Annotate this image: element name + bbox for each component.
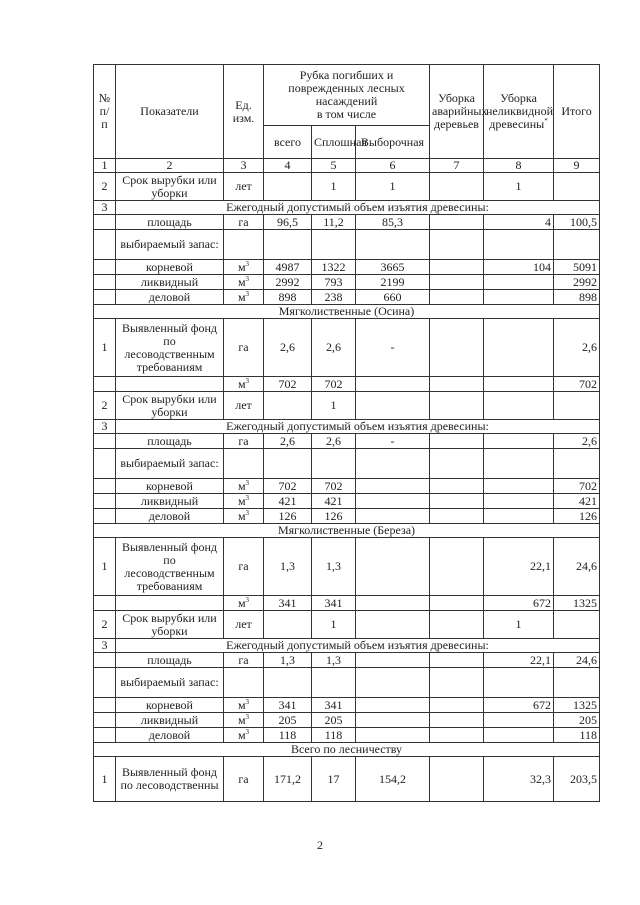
value-cell: 2,6 [264,434,312,449]
value-cell: 22,1 [484,653,554,668]
section-row [94,524,600,538]
value-cell: 1,3 [264,653,312,668]
col-num-9: 9 [554,159,600,173]
value-cell: 2,6 [312,319,356,377]
row-number: 3 [94,201,116,215]
value-cell: 1 [356,173,430,201]
liquid-label: ликвидный [116,713,224,728]
table-row [94,509,600,524]
value-cell: 238 [312,290,356,305]
header-selective: Выборочная [356,126,430,159]
value-cell: 702 [554,479,600,494]
header-indicators: Показатели [116,65,224,159]
value-cell: 2,6 [264,319,312,377]
unit-cell: лет [224,392,264,420]
value-cell: 100,5 [554,215,600,230]
col-num-5: 5 [312,159,356,173]
unit-cell: $м^3$ [224,728,264,743]
value-cell: 421 [312,494,356,509]
section-row [94,639,600,653]
value-cell: 702 [312,479,356,494]
value-cell: 96,5 [264,215,312,230]
unit-cell: га [224,538,264,596]
section-row [94,201,600,215]
table-row [94,215,600,230]
table-row [94,434,600,449]
table-row [94,260,600,275]
row-number: 3 [94,639,116,653]
header-illiquid-text: Уборка неликвидной древесины [486,91,554,131]
value-cell: 5091 [554,260,600,275]
unit-cell: $м^3$ [224,713,264,728]
value-cell: 421 [264,494,312,509]
value-cell: - [356,319,430,377]
table-row [94,479,600,494]
value-cell: 203,5 [554,757,600,802]
value-cell: 118 [554,728,600,743]
value-cell: 702 [264,377,312,392]
unit-cell: $м^3$ [224,290,264,305]
value-cell: 4987 [264,260,312,275]
unit-cell: лет [224,611,264,639]
row-number: 2 [94,611,116,639]
col-num-8: 8 [484,159,554,173]
value-cell: 126 [312,509,356,524]
value-cell: 32,3 [484,757,554,802]
value-cell: 1,3 [312,653,356,668]
business-label: деловой [116,290,224,305]
value-cell: 205 [554,713,600,728]
row-number: 1 [94,538,116,596]
value-cell: 341 [312,596,356,611]
unit-cell: лет [224,173,264,201]
value-cell: 3665 [356,260,430,275]
unit-cell: $м^3$ [224,275,264,290]
value-cell: 118 [312,728,356,743]
stock-label: выбираемый запас: [116,668,224,698]
value-cell: 126 [554,509,600,524]
table-row [94,173,600,201]
col-num-3: 3 [224,159,264,173]
value-cell: 126 [264,509,312,524]
value-cell: 2199 [356,275,430,290]
aspen-heading: Мягколиственные (Осина) [94,305,600,319]
fund-label: Выявленный фонд по лесоводственным требованиям [116,319,224,377]
value-cell: 2,6 [554,319,600,377]
table-row [94,494,600,509]
area-label: площадь [116,653,224,668]
value-cell: 1322 [312,260,356,275]
unit-cell: $м^3$ [224,494,264,509]
value-cell: 104 [484,260,554,275]
value-cell: 1 [484,173,554,201]
term-label: Срок вырубки или уборки [116,611,224,639]
table-row [94,290,600,305]
table-row [94,230,600,260]
value-cell: 85,3 [356,215,430,230]
unit-cell: $м^3$ [224,596,264,611]
row-number: 1 [94,757,116,802]
value-cell: 2992 [554,275,600,290]
col-num-6: 6 [356,159,430,173]
value-cell: 1 [312,392,356,420]
root-label: корневой [116,698,224,713]
unit-cell: $м^3$ [224,509,264,524]
column-number-row [94,159,600,173]
value-cell: 205 [264,713,312,728]
section-row [94,305,600,319]
unit-cell: га [224,434,264,449]
value-cell: 1 [312,611,356,639]
value-cell: 660 [356,290,430,305]
stock-label: выбираемый запас: [116,449,224,479]
value-cell: 4 [484,215,554,230]
area-label: площадь [116,215,224,230]
value-cell: 24,6 [554,538,600,596]
root-label: корневой [116,260,224,275]
forest-felling-table [93,64,600,802]
header-cleanup: Уборка аварийных деревьев [430,65,484,159]
value-cell: 1 [484,611,554,639]
value-cell: 2992 [264,275,312,290]
value-cell: 1 [312,173,356,201]
birch-heading: Мягколиственные (Береза) [94,524,600,538]
table-row [94,713,600,728]
unit-cell: га [224,215,264,230]
value-cell: 341 [264,698,312,713]
value-cell: 341 [312,698,356,713]
business-label: деловой [116,728,224,743]
section-row [94,743,600,757]
value-cell: 421 [554,494,600,509]
value-cell: 702 [312,377,356,392]
annual-volume-heading: Ежегодный допустимый объем изъятия древесины: [116,201,600,215]
value-cell: 793 [312,275,356,290]
value-cell: 171,2 [264,757,312,802]
unit-cell: га [224,319,264,377]
header-felling [264,65,430,126]
table-row [94,698,600,713]
page-number: 2 [317,838,323,852]
table-row [94,653,600,668]
table-row [94,275,600,290]
root-label: корневой [116,479,224,494]
value-cell: 341 [264,596,312,611]
stock-label: выбираемый запас: [116,230,224,260]
row-number: 1 [94,319,116,377]
table-row [94,611,600,639]
value-cell: 2,6 [554,434,600,449]
unit-cell: га [224,653,264,668]
value-cell: 205 [312,713,356,728]
table-row [94,538,600,596]
value-cell: 1,3 [264,538,312,596]
forestry-total-heading: Всего по лесничеству [94,743,600,757]
col-num-2: 2 [116,159,224,173]
unit-cell: $м^3$ [224,479,264,494]
header-unit: Ед. изм. [224,65,264,159]
table-row [94,728,600,743]
header-including: в том числе [316,107,377,121]
annual-volume-heading: Ежегодный допустимый объем изъятия древесины: [116,639,600,653]
row-number: 2 [94,392,116,420]
table-row [94,668,600,698]
table-row [94,449,600,479]
row-number: 2 [94,173,116,201]
value-cell: 672 [484,698,554,713]
value-cell: 1325 [554,698,600,713]
table-row [94,319,600,377]
term-label: Срок вырубки или уборки [116,173,224,201]
table-row [94,596,600,611]
section-row [94,420,600,434]
value-cell: 118 [264,728,312,743]
unit-cell: $м^3$ [224,260,264,275]
header-illiquid [484,65,554,159]
business-label: деловой [116,509,224,524]
unit-cell: $м^3$ [224,377,264,392]
table-row [94,757,600,802]
header-felling-text: Рубка погибших и поврежденных лесных насаждений [288,68,405,108]
value-cell: 672 [484,596,554,611]
value-cell: 24,6 [554,653,600,668]
annual-volume-heading: Ежегодный допустимый объем изъятия древесины: [116,420,600,434]
header-num: № п/ п [94,65,116,159]
unit-cell: га [224,757,264,802]
value-cell: 1325 [554,596,600,611]
table-row [94,392,600,420]
value-cell: - [356,434,430,449]
header-clear: Сплошная [312,126,356,159]
value-cell: 154,2 [356,757,430,802]
value-cell: 898 [264,290,312,305]
value-cell: 2,6 [312,434,356,449]
header-row-1 [94,65,600,126]
value-cell: 898 [554,290,600,305]
term-label: Срок вырубки или уборки [116,392,224,420]
col-num-1: 1 [94,159,116,173]
area-label: площадь [116,434,224,449]
header-sum: Итого [554,65,600,159]
value-cell: 11,2 [312,215,356,230]
liquid-label: ликвидный [116,494,224,509]
fund-label: Выявленный фонд по лесоводственным требованиям [116,538,224,596]
row-number: 3 [94,420,116,434]
col-num-7: 7 [430,159,484,173]
value-cell: 17 [312,757,356,802]
unit-cell: $м^3$ [224,698,264,713]
header-total: всего [264,126,312,159]
col-num-4: 4 [264,159,312,173]
table-row [94,377,600,392]
liquid-label: ликвидный [116,275,224,290]
value-cell: 702 [264,479,312,494]
value-cell: 1,3 [312,538,356,596]
value-cell: 702 [554,377,600,392]
header-illiquid-mark: * [544,117,548,125]
fund-label: Выявленный фонд по лесоводственны [116,757,224,802]
value-cell: 22,1 [484,538,554,596]
